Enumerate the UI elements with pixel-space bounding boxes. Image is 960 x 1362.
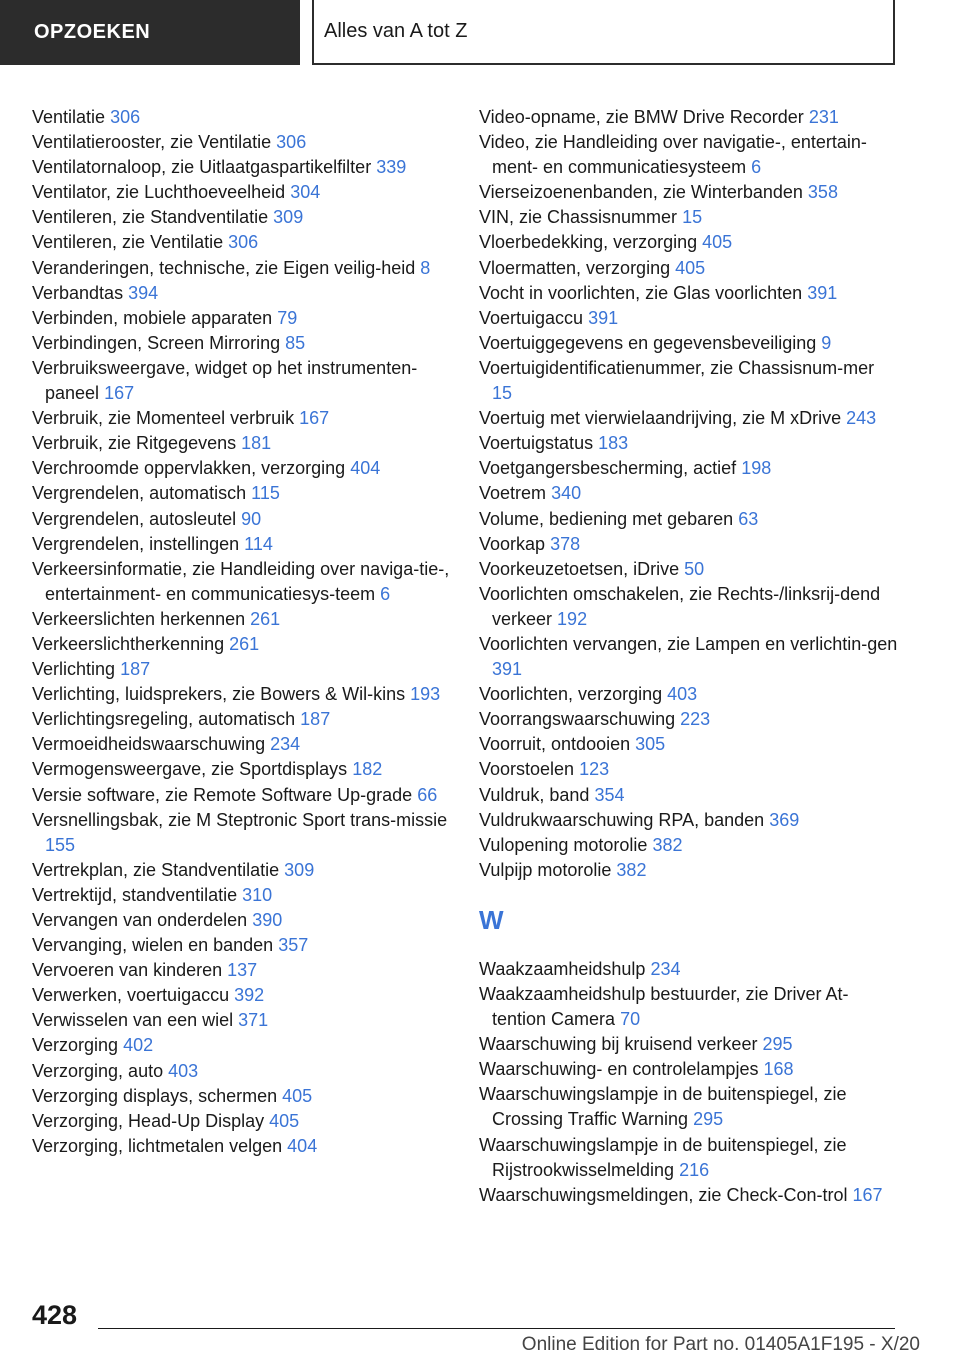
index-entry [32,983,462,1008]
section-tab-label: OPZOEKEN [34,21,151,43]
index-entry-term: Versie software, zie Remote Software Up-grade [32,784,413,805]
index-entry-term: Veranderingen, technische, zie Eigen veilig-heid [32,257,416,278]
index-entry-page-link[interactable]: 369 [769,809,800,830]
index-entry [479,833,899,858]
index-entry-page-link[interactable]: 198 [741,458,772,479]
index-entry [32,1084,462,1109]
index-entry [32,783,462,808]
index-entry-term: Vuldrukwaarschuwing RPA, banden [479,809,765,830]
page-header-title [312,0,895,65]
index-column-left [32,105,462,1159]
index-entry-term: Ventilator, zie Luchthoeveelheid [32,182,286,203]
index-entries-v [479,105,899,883]
index-entry [479,256,899,281]
index-entry [32,557,462,607]
index-entry-page-link[interactable]: 390 [252,910,283,930]
index-entry [479,1082,899,1132]
page-number: 428 [32,1300,78,1330]
index-entry [479,481,899,506]
index-entry [479,456,899,481]
index-entry-term: Versnellingsbak, zie M Steptronic Sport trans-missie [32,809,448,830]
index-entry-term: Verbindingen, Screen Mirroring [32,332,281,353]
index-entry-term: Vloermatten, verzorging [479,257,671,278]
index-entry-page-link[interactable]: 394 [128,282,159,303]
index-entry-page-link[interactable]: 15 [492,383,513,404]
index-entry-page-link[interactable]: 115 [251,483,280,504]
index-entry-term: Verkeerslichtherkenning [32,633,225,654]
index-entry-term: Verzorging displays, schermen [32,1085,278,1106]
index-entry [32,732,462,757]
index-entry-page-link[interactable]: 155 [45,834,76,855]
index-entry [32,958,462,983]
index-entry-term: Verzorging, Head-Up Display [32,1110,265,1131]
index-entry-term: Vervanging, wielen en banden [32,935,274,956]
index-entry [32,230,462,255]
index-entry-term: Vertrektijd, standventilatie [32,884,238,905]
index-entry-term: Vierseizoenenbanden, zie Winterbanden [479,182,803,203]
index-entry-term: Verlichting [32,659,116,680]
index-entry [479,1133,899,1183]
index-entry-term: Verzorging, lichtmetalen velgen [32,1135,283,1156]
index-entry-page-link[interactable]: 63 [738,508,759,529]
index-entry-page-link[interactable]: 223 [680,709,711,730]
index-entry [32,858,462,883]
index-entry [32,205,462,230]
index-entry-page-link[interactable]: 85 [285,332,306,353]
footer-edition: Online Edition for Part no. 01405A1F195 - X/20 [521,1334,920,1355]
index-entry [32,532,462,557]
index-entry-term: Vocht in voorlichten, zie Glas voorlichten [479,282,803,303]
index-entry-page-link[interactable]: 402 [123,1035,154,1056]
index-entry-page-link[interactable]: 403 [168,1060,199,1081]
index-entry [479,406,899,431]
index-entry-page-link[interactable]: 137 [227,960,258,981]
index-entry-term: Voertuig met vierwielaandrijving, zie M xDrive [479,408,842,429]
index-entry-term: Waarschuwingslampje in de buitenspiegel, zie Crossing Traffic Warning [479,1084,847,1130]
index-entry-page-link[interactable]: 70 [620,1009,641,1030]
index-entry [479,632,899,682]
index-entry [479,532,899,557]
index-entry-term: Voorlichten omschakelen, zie Rechts-/linksrij-dend verkeer [479,583,881,629]
index-entry-term: Waarschuwing- en controlelampjes [479,1059,759,1080]
index-entry-term: Ventileren, zie Ventilatie [32,232,224,253]
index-entry [32,808,462,858]
index-entry [479,858,899,883]
section-letter-heading: W [479,904,504,935]
index-entry-page-link[interactable]: 90 [241,508,262,529]
index-entry-page-link[interactable]: 405 [675,257,706,278]
index-entry-page-link[interactable]: 187 [300,709,331,730]
index-entry [32,632,462,657]
index-entry-page-link[interactable]: 339 [376,157,407,178]
index-entry-page-link[interactable]: 50 [684,558,705,579]
index-entry-term: Ventilatornaloop, zie Uitlaatgaspartikelfilter [32,157,372,178]
index-entry-term: Voertuiggegevens en gegevensbeveiliging [479,332,817,353]
index-entry [32,481,462,506]
index-entry [32,1008,462,1033]
index-entry [479,180,899,205]
index-entry-page-link[interactable]: 8 [420,257,431,278]
index-entry-page-link[interactable]: 306 [228,232,259,253]
index-entry [32,933,462,958]
index-entry-page-link[interactable]: 403 [667,684,698,705]
index-entry [32,356,462,406]
index-entry [32,431,462,456]
index-entry-term: Ventilatie [32,107,106,127]
index-column-right [479,105,899,1208]
index-entry-term: Verzorging [32,1035,119,1056]
index-entries-left [32,105,462,1159]
index-entry [32,1033,462,1058]
index-entry-term: Vergrendelen, autosleutel [32,508,237,529]
index-entry [479,230,899,255]
index-entry-term: Verwerken, voertuigaccu [32,985,230,1006]
index-entry [479,808,899,833]
index-entry-page-link[interactable]: 358 [807,182,838,203]
index-entry-term: Verlichtingsregeling, automatisch [32,709,296,730]
index-entry [32,306,462,331]
index-entry [479,1183,899,1208]
index-entry-page-link[interactable]: 392 [234,985,265,1006]
index-entry [32,456,462,481]
index-entry-term: Volume, bediening met gebaren [479,508,734,529]
index-entry [479,982,899,1032]
index-entry-page-link[interactable]: 181 [241,433,272,454]
index-entry-page-link[interactable]: 306 [110,107,141,127]
index-entry-term: Voorkeuzetoetsen, iDrive [479,558,680,579]
index-entry-term: Voetgangersbescherming, actief [479,458,737,479]
index-entry-term: Verbruiksweergave, widget op het instrumenten-paneel [32,357,418,404]
index-entry-page-link[interactable]: 66 [417,784,438,805]
index-entry [32,331,462,356]
index-entry-page-link[interactable]: 167 [852,1184,883,1205]
index-entry-page-link[interactable]: 357 [278,935,309,956]
index-entry-term: Vulpijp motorolie [479,859,612,880]
index-entry-page-link[interactable]: 391 [807,282,838,303]
index-entry [479,783,899,808]
index-entry [479,356,899,406]
index-entry-term: Verlichting, luidsprekers, zie Bowers & Wil-kins [32,684,406,705]
index-entry [479,130,899,180]
index-entry-term: Voertuigaccu [479,307,584,328]
index-entry-term: Voorlichten vervangen, zie Lampen en verlichtin-gen [479,633,898,654]
index-entry [479,1057,899,1082]
index-entry [32,105,462,130]
index-entry-page-link[interactable]: 309 [273,207,304,228]
index-entry-term: Vloerbedekking, verzorging [479,232,698,253]
index-entry-page-link[interactable]: 306 [276,132,307,153]
index-entry-term: Voetrem [479,483,547,504]
index-entry-term: Waakzaamheidshulp [479,958,646,979]
index-entry-term: Voertuigstatus [479,433,594,454]
index-entry-page-link[interactable]: 391 [492,659,523,680]
index-entry-page-link[interactable]: 234 [270,734,301,755]
index-entry-page-link[interactable]: 114 [244,533,273,554]
index-entry [479,757,899,782]
index-entry-term: Voorrangswaarschuwing [479,709,676,730]
index-entry-page-link[interactable]: 243 [846,408,877,429]
index-entry [479,331,899,356]
index-entry [32,908,462,933]
section-tab [0,0,300,65]
index-entry [479,281,899,306]
index-entry-term: Ventilatierooster, zie Ventilatie [32,132,272,153]
footer-divider [98,1328,895,1329]
index-entry-term: Video, zie Handleiding over navigatie-, entertain-ment- en communicatiesysteem [479,132,867,178]
index-entry [479,1032,899,1057]
index-entry-term: Verchroomde oppervlakken, verzorging [32,458,346,479]
index-entry [32,657,462,682]
index-entry-page-link[interactable]: 168 [763,1059,794,1080]
index-entry-page-link[interactable]: 405 [282,1085,313,1106]
index-entry [479,507,899,532]
index-entry [32,1109,462,1134]
index-entry-term: Verwisselen van een wiel [32,1010,234,1031]
index-entry-term: Verbruik, zie Ritgegevens [32,433,237,454]
index-entry-page-link[interactable]: 405 [269,1110,300,1131]
index-entry-page-link[interactable]: 234 [650,958,681,979]
index-entry [479,957,899,982]
index-entry-term: Vermoeidheidswaarschuwing [32,734,266,755]
index-entry-term: Vulopening motorolie [479,834,648,855]
index-entry-term: Vermogensweergave, zie Sportdisplays [32,759,348,780]
index-entry-term: Vergrendelen, automatisch [32,483,247,504]
index-entry-page-link[interactable]: 382 [652,834,683,855]
index-entry-term: VIN, zie Chassisnummer [479,207,678,228]
index-entry-page-link[interactable]: 304 [290,182,321,203]
index-entry-page-link[interactable]: 405 [702,232,733,253]
index-entry [32,707,462,732]
index-entry-term: Verbinden, mobiele apparaten [32,307,273,328]
index-entry-page-link[interactable]: 79 [277,307,298,328]
index-entry-page-link[interactable]: 123 [579,759,610,780]
index-entry-term: Vertrekplan, zie Standventilatie [32,859,280,880]
index-entry [32,180,462,205]
index-entry-page-link[interactable]: 404 [287,1135,318,1156]
index-entry [32,1059,462,1084]
index-entry [479,105,899,130]
index-entry-term: Vuldruk, band [479,784,590,805]
index-entry-page-link[interactable]: 295 [762,1034,793,1055]
index-entry-page-link[interactable]: 261 [229,633,260,654]
index-entry-term: Verzorging, auto [32,1060,164,1081]
index-entry-page-link[interactable]: 6 [380,583,391,604]
index-entry-page-link[interactable]: 310 [242,884,273,905]
index-entry-page-link[interactable]: 354 [594,784,625,805]
index-entry-page-link[interactable]: 295 [693,1109,724,1130]
index-entry-page-link[interactable]: 391 [588,307,619,328]
index-entry-term: Waarschuwingslampje in de buitenspiegel, zie Rijstrookwisselmelding [479,1134,847,1180]
index-entry-term: Verkeerslichten herkennen [32,608,246,629]
index-entry-page-link[interactable]: 382 [616,859,647,880]
index-entry-page-link[interactable]: 193 [410,684,441,705]
index-entry-page-link[interactable]: 404 [350,458,381,479]
index-entry [479,582,899,632]
index-entry [32,682,462,707]
index-entry-page-link[interactable]: 187 [120,659,151,680]
index-entry-page-link[interactable]: 378 [550,533,581,554]
index-entry [32,757,462,782]
index-entry-page-link[interactable]: 371 [238,1010,269,1031]
index-entry-term: Ventileren, zie Standventilatie [32,207,269,228]
index-entry-term: Voorkap [479,533,546,554]
index-entry-term: Vervoeren van kinderen [32,960,223,981]
index-entry [479,732,899,757]
index-entry [32,406,462,431]
index-entry-term: Verkeersinformatie, zie Handleiding over naviga-tie-, entertainment- en communicatiesys-teem [32,558,450,604]
index-entry-page-link[interactable]: 309 [284,859,315,880]
index-entry [32,607,462,632]
index-entry [32,155,462,180]
index-entry-page-link[interactable]: 167 [299,408,330,429]
index-entry-term: Waarschuwing bij kruisend verkeer [479,1034,758,1055]
index-entry-term: Waakzaamheidshulp bestuurder, zie Driver At-tention Camera [479,984,849,1030]
index-entry-page-link[interactable]: 340 [551,483,582,504]
index-entry-term: Voorruit, ontdooien [479,734,631,755]
index-entry-page-link[interactable]: 192 [557,608,588,629]
index-entry-term: Waarschuwingsmeldingen, zie Check-Con-trol [479,1184,848,1205]
index-entry-page-link[interactable]: 231 [808,107,839,127]
header-title-label: Alles van A tot Z [324,20,468,42]
index-entry-page-link[interactable]: 182 [352,759,383,780]
index-entry [479,306,899,331]
index-entry-term: Vergrendelen, instellingen [32,533,240,554]
index-entry-page-link[interactable]: 15 [682,207,703,228]
index-entry [32,507,462,532]
index-entry [479,205,899,230]
index-entry-term: Verbandtas [32,282,124,303]
index-entry-page-link[interactable]: 305 [635,734,666,755]
index-entry-page-link[interactable]: 261 [250,608,281,629]
index-entries-w [479,957,899,1208]
index-entry-term: Voorlichten, verzorging [479,684,663,705]
index-entry [32,256,462,281]
index-entry-page-link[interactable]: 9 [821,332,832,353]
index-entry [479,557,899,582]
index-entry [32,130,462,155]
index-entry-term: Vervangen van onderdelen [32,910,248,930]
index-entry-page-link[interactable]: 167 [104,383,135,404]
index-entry-page-link[interactable]: 216 [679,1159,710,1180]
index-entry [32,1134,462,1159]
index-entry-term: Voertuigidentificatienummer, zie Chassisnum-mer [479,357,875,378]
index-entry-term: Verbruik, zie Momenteel verbruik [32,408,295,429]
index-entry [32,883,462,908]
index-entry [479,431,899,456]
index-entry [479,682,899,707]
index-entry [32,281,462,306]
index-entry-term: Voorstoelen [479,759,575,780]
index-entry-term: Video-opname, zie BMW Drive Recorder [479,107,804,127]
index-entry [479,707,899,732]
index-entry-page-link[interactable]: 6 [751,157,762,178]
index-entry-page-link[interactable]: 183 [598,433,629,454]
